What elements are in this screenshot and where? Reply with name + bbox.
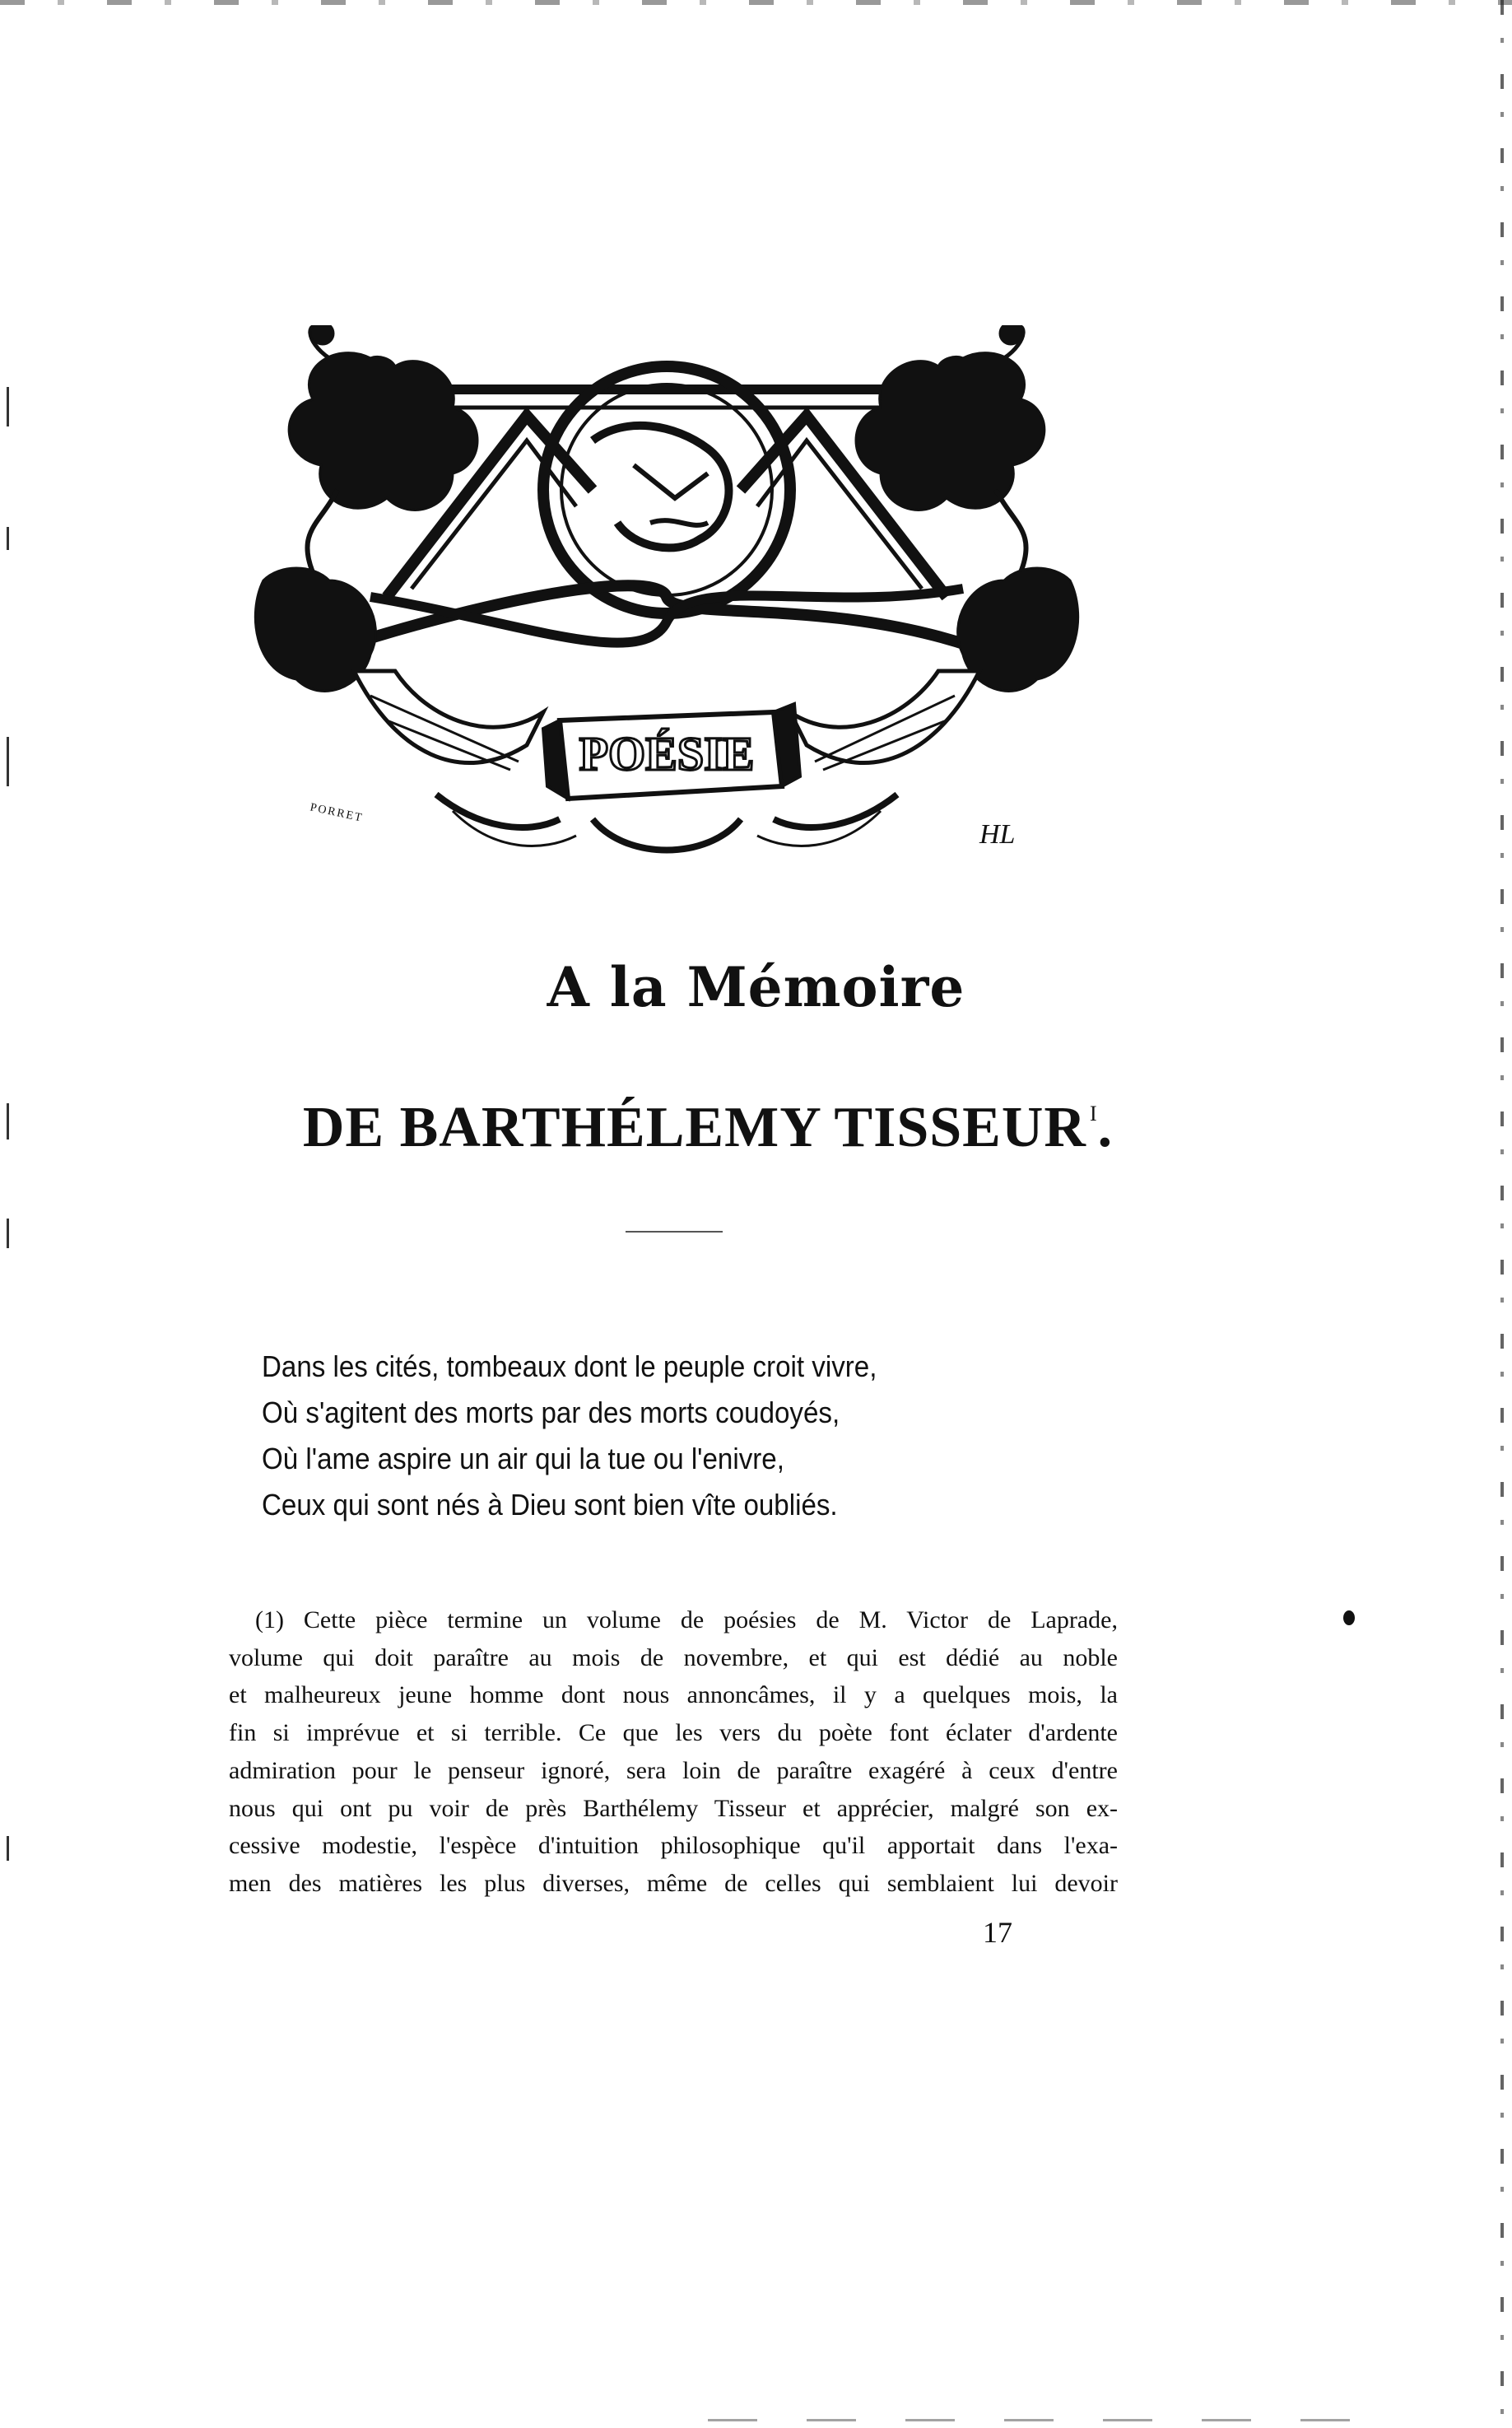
engraver-mark: PORRET (309, 801, 365, 825)
footnote-ref[interactable]: I (1089, 1102, 1098, 1125)
poem-verse: Ceux qui sont nés à Dieu sont bien vîte oubliés. (262, 1488, 838, 1522)
scan-edge-mark (7, 1219, 9, 1248)
footnote-line: et malheureux jeune homme dont nous annoncâmes, il y a quelques mois, la (229, 1681, 1118, 1709)
footnote-line: men des matières les plus diverses, même de celles qui semblaient lui devoir (229, 1869, 1118, 1897)
headpiece-engraving (247, 325, 1086, 877)
scan-edge-top (0, 0, 1512, 5)
footnote-line: (1) Cette pièce termine un volume de poésies de M. Victor de Laprade, (255, 1606, 1118, 1633)
monogram: HL (979, 819, 1016, 850)
scan-edge-mark (7, 1836, 9, 1861)
poem-verse: Dans les cités, tombeaux dont le peuple croit vivre, (262, 1349, 877, 1383)
footnote-line: admiration pour le penseur ignoré, sera loin de paraître exagéré à ceux d'entre (229, 1756, 1118, 1784)
footnote-line: fin si imprévue et si terrible. Ce que les vers du poète font éclater d'ardente (229, 1719, 1118, 1747)
scan-edge-bottom (708, 2419, 1383, 2421)
title-name (0, 1095, 1416, 1161)
footnote (229, 1601, 1118, 1903)
banner-text: POÉSIE (579, 727, 755, 781)
scan-edge-mark (7, 527, 9, 550)
title-dedication: A la Mémoire (547, 955, 965, 1019)
footnote-line: nous qui ont pu voir de près Barthélemy Tisseur et apprécier, malgré son ex- (229, 1794, 1118, 1822)
title-period: . (1097, 1096, 1114, 1159)
scan-edge-mark (7, 737, 9, 786)
title-rule (626, 1231, 723, 1233)
poem-verse: Où s'agitent des morts par des morts coudoyés, (262, 1396, 840, 1429)
poem-verse: Où l'ame aspire un air qui la tue ou l'enivre, (262, 1442, 784, 1475)
poem-stanza (262, 1344, 1085, 1528)
title-name-text: DE BARTHÉLEMY TISSEUR (302, 1096, 1086, 1159)
scan-edge-mark (7, 387, 9, 426)
ink-spot (1343, 1610, 1355, 1625)
footnote-line: cessive modestie, l'espèce d'intuition philosophique qu'il apportait dans l'exa- (229, 1832, 1118, 1860)
page-number: 17 (983, 1916, 1012, 1949)
footnote-line: volume qui doit paraître au mois de novembre, et qui est dédié au noble (229, 1643, 1118, 1671)
scan-edge-right (1500, 0, 1504, 2428)
